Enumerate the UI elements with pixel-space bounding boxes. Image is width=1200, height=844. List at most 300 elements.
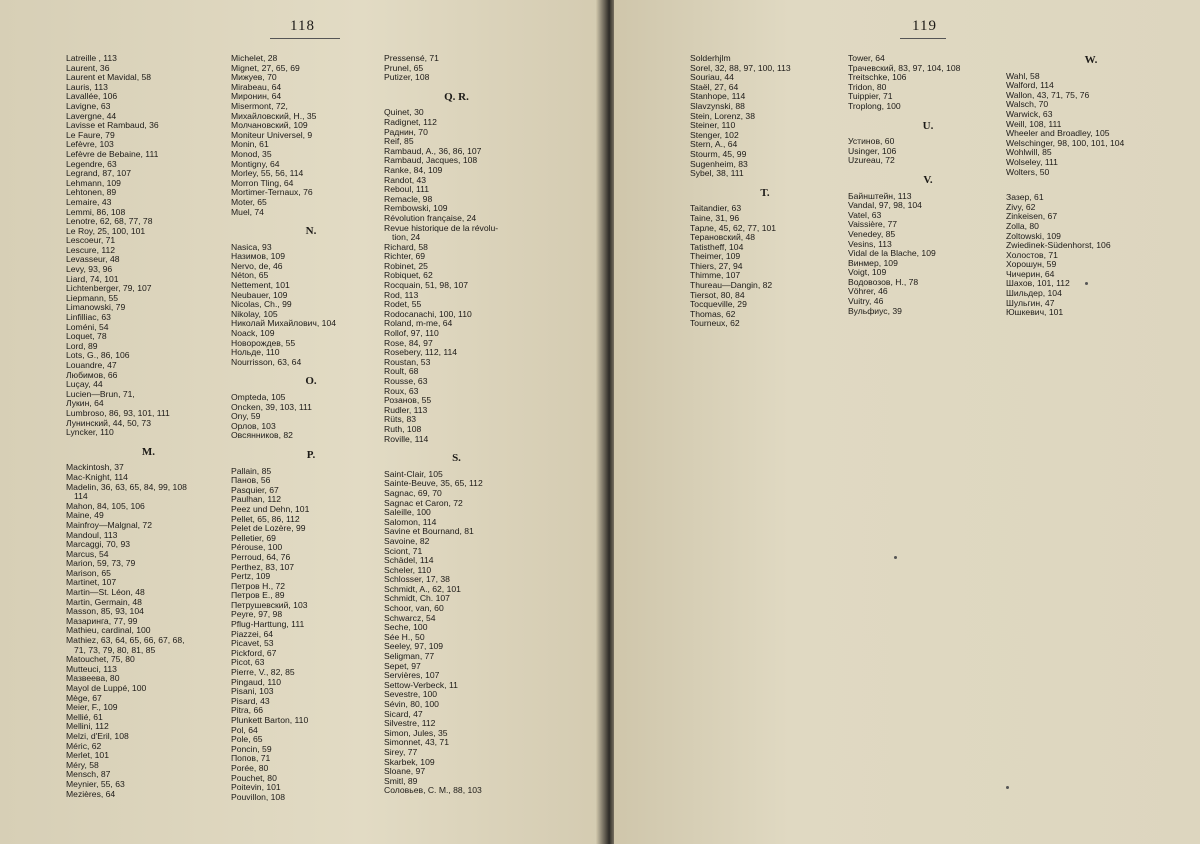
index-entry: Robinet, 25 xyxy=(384,260,428,271)
index-entry: Reboul, 111 xyxy=(384,184,430,195)
index-entry: Холостов, 71 xyxy=(1006,249,1058,260)
index-entry: Roville, 114 xyxy=(384,433,429,444)
index-entry: Levy, 93, 96 xyxy=(66,264,113,275)
index-entry: Marion, 59, 73, 79 xyxy=(66,558,136,569)
index-entry: Винмер, 109 xyxy=(848,257,898,268)
index-entry: Vidal de la Blache, 109 xyxy=(848,248,936,259)
index-entry: Мазаринга, 77, 99 xyxy=(66,615,138,626)
index-entry: Pickford, 67 xyxy=(231,647,277,658)
index-entry: Levasseur, 48 xyxy=(66,254,120,265)
index-entry: Richard, 58 xyxy=(384,241,428,252)
index-entry: Sirey, 77 xyxy=(384,746,418,757)
index-entry: Moniteur Universel, 9 xyxy=(231,129,313,140)
index-entry: Seche, 100 xyxy=(384,622,428,633)
index-entry: Lavigne, 63 xyxy=(66,100,111,111)
index-entry: Voigt, 109 xyxy=(848,267,887,278)
paper-speck xyxy=(1006,786,1009,789)
index-entry: Sagnac, 69, 70 xyxy=(384,487,442,498)
index-entry: Le Faure, 79 xyxy=(66,129,115,140)
index-entry: Moter, 65 xyxy=(231,196,267,207)
index-entry: Ruth, 108 xyxy=(384,423,422,434)
index-entry: Rambaud, A., 36, 86, 107 xyxy=(384,145,482,156)
index-entry: Méric, 62 xyxy=(66,740,102,751)
index-entry: Stein, Lorenz, 38 xyxy=(690,110,755,121)
index-entry: Reif, 85 xyxy=(384,136,414,147)
left-index-column-2 xyxy=(231,54,391,802)
index-entry: Lefèvre, 103 xyxy=(66,139,114,150)
index-entry: Шахов, 101, 112 xyxy=(1006,278,1070,289)
index-entry: Pole, 65 xyxy=(231,734,263,745)
index-entry: Петрушевский, 103 xyxy=(231,599,308,610)
index-entry: Loméni, 54 xyxy=(66,321,109,332)
section-letter-heading: Q. R. xyxy=(444,90,469,103)
index-entry: Roux, 63 xyxy=(384,385,419,396)
section-spacer xyxy=(1006,177,1176,193)
index-entry: Mutteuci, 113 xyxy=(66,663,117,674)
index-entry: Meynier, 55, 63 xyxy=(66,778,125,789)
index-entry: Schädel, 114 xyxy=(384,555,434,566)
index-entry: Pallain, 85 xyxy=(231,465,272,476)
index-entry: Шульгин, 47 xyxy=(1006,297,1055,308)
index-entry: Wolters, 50 xyxy=(1006,166,1050,177)
right-index-column-3 xyxy=(1006,54,1176,318)
index-entry: Misermont, 72, xyxy=(231,100,288,111)
index-entry: Uzureau, 72 xyxy=(848,155,895,166)
index-entry: Schlosser, 17, 38 xyxy=(384,574,450,585)
index-entry: Rembowski, 109 xyxy=(384,203,448,214)
index-entry: Monin, 61 xyxy=(231,139,269,150)
index-entry: Quinet, 30 xyxy=(384,107,424,118)
index-entry: Nikolay, 105 xyxy=(231,308,278,319)
left-header-rule xyxy=(270,38,340,39)
index-entry: Savine et Bournand, 81 xyxy=(384,526,474,537)
index-entry: Limanowski, 79 xyxy=(66,302,126,313)
index-entry: Mathieu, cardinal, 100 xyxy=(66,625,151,636)
index-entry: Servières, 107 xyxy=(384,670,440,681)
index-entry: Marison, 65 xyxy=(66,567,111,578)
left-index-column-3 xyxy=(384,54,529,796)
index-entry: Liard, 74, 101 xyxy=(66,273,119,284)
right-index-column-2 xyxy=(848,54,1008,316)
index-entry: Lemmi, 86, 108 xyxy=(66,206,126,217)
section-letter-heading: P. xyxy=(306,448,316,461)
left-page-number: 118 xyxy=(290,18,315,34)
index-entry: Nourrisson, 63, 64 xyxy=(231,356,302,367)
index-entry: Legendre, 63 xyxy=(66,158,117,169)
index-entry: Wahl, 58 xyxy=(1006,70,1040,81)
index-entry: Хорошун, 59 xyxy=(1006,259,1057,270)
left-index-column-1 xyxy=(66,54,231,799)
index-entry: Noack, 109 xyxy=(231,328,275,339)
index-entry: Warwick, 63 xyxy=(1006,108,1053,119)
index-entry: Раднин, 70 xyxy=(384,126,428,137)
index-entry: Mirabeau, 64 xyxy=(231,81,282,92)
index-entry: Vaissière, 77 xyxy=(848,219,898,230)
index-entry: Madelin, 36, 63, 65, 84, 99, 108 xyxy=(66,481,187,492)
index-entry: Louandre, 47 xyxy=(66,360,117,370)
section-letter-heading: M. xyxy=(141,445,156,458)
index-entry: Monod, 35 xyxy=(231,148,272,159)
index-entry: Mellini, 112 xyxy=(66,721,109,732)
index-entry: Mayol de Luppé, 100 xyxy=(66,683,147,693)
index-entry: Орлов, 103 xyxy=(231,420,276,431)
index-entry: Loquet, 78 xyxy=(66,331,107,342)
index-entry: Linfilliac, 63 xyxy=(66,312,111,323)
index-entry: Петров Е., 89 xyxy=(231,590,285,601)
section-letter-heading: S. xyxy=(452,452,461,465)
index-entry: Zinkeisen, 67 xyxy=(1006,211,1058,222)
index-entry: Tourneux, 62 xyxy=(690,318,740,329)
index-entry: Usinger, 106 xyxy=(848,145,897,156)
index-entry: Piazzei, 64 xyxy=(231,628,274,639)
index-entry: Pouvillon, 108 xyxy=(231,791,285,802)
index-entry: Lavergne, 44 xyxy=(66,110,117,121)
index-entry: Schwarcz, 54 xyxy=(384,612,436,623)
index-entry: Matouchet, 75, 80 xyxy=(66,654,135,665)
index-entry: Sicard, 47 xyxy=(384,708,423,719)
index-entry: Михайловский, Н., 35 xyxy=(231,110,317,121)
index-entry: Панов, 56 xyxy=(231,475,271,486)
index-entry: Peyre, 97, 98 xyxy=(231,609,283,620)
index-entry: Roult, 68 xyxy=(384,366,419,377)
index-entry: Устинов, 60 xyxy=(848,136,895,147)
index-entry: Revue historique de la révolu- xyxy=(384,222,499,233)
index-entry: Mahon, 84, 105, 106 xyxy=(66,500,145,511)
index-entry: Maine, 49 xyxy=(66,510,104,521)
index-entry: Lauris, 113 xyxy=(66,81,108,92)
index-entry: Pingaud, 110 xyxy=(231,676,282,687)
index-entry: Lyncker, 110 xyxy=(66,427,114,438)
index-entry: Prunel, 65 xyxy=(384,62,424,73)
index-entry: Lucien—Brun, 71, xyxy=(66,388,135,399)
index-entry: Wallon, 43, 71, 75, 76 xyxy=(1006,89,1090,100)
index-entry: Nasica, 93 xyxy=(231,241,272,252)
index-entry: Терановский, 48 xyxy=(690,232,756,243)
index-entry: Souriau, 44 xyxy=(690,72,734,83)
index-entry: Remacle, 98 xyxy=(384,193,433,204)
index-entry: Perroud, 64, 76 xyxy=(231,551,291,562)
right-page xyxy=(614,0,1200,844)
index-entry: Seligman, 77 xyxy=(384,651,435,662)
index-entry: Rousse, 63 xyxy=(384,376,428,386)
index-entry: Nicolas, Ch., 99 xyxy=(231,299,292,310)
index-entry: Pierre, V., 82, 85 xyxy=(231,667,295,678)
index-entry: Lichtenberger, 79, 107 xyxy=(66,283,152,294)
index-entry: Ranke, 84, 109 xyxy=(384,164,443,175)
index-entry: Водовозов, Н., 78 xyxy=(848,276,919,287)
index-entry: Лунинский, 44, 50, 73 xyxy=(66,417,151,428)
index-entry: tion, 24 xyxy=(392,232,421,243)
index-entry: Legrand, 87, 107 xyxy=(66,168,131,179)
index-entry: Zwiedinek-Südenhorst, 106 xyxy=(1006,240,1111,251)
index-entry: Taine, 31, 96 xyxy=(690,212,740,223)
index-entry: Picot, 63 xyxy=(231,657,265,668)
index-entry: Новорождев, 55 xyxy=(231,337,296,348)
index-entry: Розанов, 55 xyxy=(384,395,432,406)
index-entry: Sée H., 50 xyxy=(384,631,425,642)
index-entry: Юшкевич, 101 xyxy=(1006,307,1064,318)
index-entry: Merlet, 101 xyxy=(66,750,109,761)
index-entry: Lumbroso, 86, 93, 101, 111 xyxy=(66,407,170,418)
index-entry: Stourm, 45, 99 xyxy=(690,148,747,159)
index-entry: Lescoeur, 71 xyxy=(66,235,116,246)
index-entry: Sybel, 38, 111 xyxy=(690,168,744,179)
index-entry: Rudler, 113 xyxy=(384,404,428,415)
index-entry: Любимов, 66 xyxy=(66,369,118,380)
index-entry: Savoine, 82 xyxy=(384,535,430,546)
index-entry: Montigny, 64 xyxy=(231,158,280,169)
index-entry: Mège, 67 xyxy=(66,692,102,703)
index-entry: Миронин, 64 xyxy=(231,91,282,102)
index-entry: Putizer, 108 xyxy=(384,72,430,83)
index-entry: Pertz, 109 xyxy=(231,571,271,582)
index-entry: Lehtonen, 89 xyxy=(66,187,117,198)
index-entry: Scheler, 110 xyxy=(384,564,432,575)
index-entry: Wheeler and Broadley, 105 xyxy=(1006,128,1110,139)
index-entry: Трачевский, 83, 97, 104, 108 xyxy=(848,62,961,73)
index-entry: Mackintosh, 37 xyxy=(66,462,124,473)
index-entry: Stanhope, 114 xyxy=(690,91,746,102)
index-entry: Sloane, 97 xyxy=(384,766,426,777)
index-entry: Молчановский, 109 xyxy=(231,120,308,131)
index-entry: Poncin, 59 xyxy=(231,743,272,754)
index-entry: Mortimer-Ternaux, 76 xyxy=(231,187,313,198)
paper-speck xyxy=(1085,282,1088,285)
index-entry: Pelet de Lozère, 99 xyxy=(231,523,306,534)
index-entry: Mensch, 87 xyxy=(66,769,111,780)
index-entry: Seeley, 97, 109 xyxy=(384,641,444,652)
index-entry: Porée, 80 xyxy=(231,762,269,773)
index-entry: Radignet, 112 xyxy=(384,116,437,127)
section-letter-heading: O. xyxy=(305,375,317,388)
index-entry: Pressensé, 71 xyxy=(384,53,439,63)
index-entry: Méry, 58 xyxy=(66,759,99,770)
index-entry: Нольде, 110 xyxy=(231,347,280,358)
index-entry: Lemaire, 43 xyxy=(66,196,112,207)
index-entry: Ony, 59 xyxy=(231,411,261,422)
index-entry: Taitandier, 63 xyxy=(690,203,742,214)
index-entry: Marcus, 54 xyxy=(66,548,109,559)
index-entry: Roland, m-me, 64 xyxy=(384,318,453,329)
index-entry: Mandoul, 113 xyxy=(66,529,118,540)
index-entry: Nervo, de, 46 xyxy=(231,260,283,271)
index-entry: Vandal, 97, 98, 104 xyxy=(848,200,922,211)
index-entry: Treitschke, 106 xyxy=(848,72,907,83)
index-entry: Luçay, 44 xyxy=(66,379,103,390)
index-entry: Pitra, 66 xyxy=(231,705,264,716)
index-entry: Tridon, 80 xyxy=(848,81,887,92)
index-entry: Muel, 74 xyxy=(231,206,264,217)
index-entry: 114 xyxy=(74,491,88,502)
index-entry: Lord, 89 xyxy=(66,340,98,351)
index-entry: Pisani, 103 xyxy=(231,686,274,697)
index-entry: Weill, 108, 111 xyxy=(1006,118,1062,129)
index-entry: Pasquier, 67 xyxy=(231,484,279,495)
index-entry: Tuippier, 71 xyxy=(848,91,893,102)
index-entry: Plunkett Barton, 110 xyxy=(231,715,309,725)
index-entry: Lescure, 112 xyxy=(66,244,116,255)
index-entry: Morron Tling, 64 xyxy=(231,177,294,188)
index-entry: Vatel, 63 xyxy=(848,209,882,220)
right-header-rule xyxy=(900,38,946,39)
index-entry: Masson, 85, 93, 104 xyxy=(66,606,144,617)
right-index-column-1 xyxy=(690,54,840,329)
index-entry: Roustan, 53 xyxy=(384,356,431,367)
index-entry: Мазвеева, 80 xyxy=(66,673,120,684)
index-entry: Simon, Jules, 35 xyxy=(384,727,448,738)
index-entry: Rocquain, 51, 98, 107 xyxy=(384,280,469,291)
index-entry: Pisard, 43 xyxy=(231,695,270,706)
index-entry: Welschinger, 98, 100, 101, 104 xyxy=(1006,137,1125,148)
index-entry: Peez und Dehn, 101 xyxy=(231,503,310,514)
index-entry: Marcaggi, 70, 93 xyxy=(66,539,131,550)
index-entry: Thimme, 107 xyxy=(690,270,741,281)
index-entry: Steiner, 110 xyxy=(690,120,736,131)
index-entry: Wohlwill, 85 xyxy=(1006,147,1052,158)
index-entry: Néton, 65 xyxy=(231,270,269,281)
index-entry: Nettement, 101 xyxy=(231,280,290,291)
index-entry: Lenotre, 62, 68, 77, 78 xyxy=(66,216,153,227)
index-entry: Sepet, 97 xyxy=(384,660,421,671)
paper-speck xyxy=(894,556,897,559)
section-letter-heading: V. xyxy=(923,173,933,186)
index-entry: Walsch, 70 xyxy=(1006,99,1049,110)
section-letter-heading: W. xyxy=(1084,54,1098,66)
index-entry: Tocqueville, 29 xyxy=(690,299,747,310)
index-entry: Mathiez, 63, 64, 65, 66, 67, 68, xyxy=(66,635,185,646)
index-entry: Rollof, 97, 110 xyxy=(384,328,439,339)
index-entry: Richter, 69 xyxy=(384,251,426,262)
index-entry: Randot, 43 xyxy=(384,174,427,185)
index-entry: Martinet, 107 xyxy=(66,577,117,588)
index-entry: Вульфиус, 39 xyxy=(848,305,902,316)
index-entry: Le Roy, 25, 100, 101 xyxy=(66,225,146,236)
index-entry: Simonnet, 43, 71 xyxy=(384,737,449,748)
index-entry: Robiquet, 62 xyxy=(384,270,433,281)
index-entry: Vuitry, 46 xyxy=(848,296,884,307)
index-entry: Rüts, 83 xyxy=(384,414,417,425)
index-entry: Walford, 114 xyxy=(1006,80,1054,91)
index-entry: Schmidt, A., 62, 101 xyxy=(384,583,461,594)
index-entry: Pol, 64 xyxy=(231,724,258,735)
index-entry: Laurent et Mavidal, 58 xyxy=(66,72,152,83)
index-entry: Mellié, 61 xyxy=(66,711,103,722)
index-entry: Salomon, 114 xyxy=(384,516,437,527)
index-entry: Шильдер, 104 xyxy=(1006,288,1062,299)
index-entry: Theimer, 109 xyxy=(690,251,741,262)
index-entry: Melzi, d'Eril, 108 xyxy=(66,730,129,741)
index-entry: Соловьев, С. М., 88, 103 xyxy=(384,785,482,796)
index-entry: Vöhrer, 46 xyxy=(848,286,888,297)
index-entry: Rod, 113 xyxy=(384,289,419,300)
index-entry: Pérouse, 100 xyxy=(231,542,283,553)
index-entry: Picavet, 53 xyxy=(231,638,274,649)
index-entry: Pellet, 65, 86, 112 xyxy=(231,513,300,524)
index-entry: Sorel, 32, 88, 97, 100, 113 xyxy=(690,62,791,73)
index-entry: Staël, 27, 64 xyxy=(690,81,739,92)
index-entry: Poitevin, 101 xyxy=(231,782,281,793)
index-entry: Николай Михайлович, 104 xyxy=(231,318,337,329)
section-letter-heading: N. xyxy=(305,225,317,238)
index-entry: Pelletier, 69 xyxy=(231,532,276,543)
index-entry: Lavisse et Rambaud, 36 xyxy=(66,120,159,131)
index-entry: Thiers, 27, 94 xyxy=(690,260,743,271)
index-entry: Sciont, 71 xyxy=(384,545,423,556)
index-entry: Martin—St. Léon, 48 xyxy=(66,587,145,598)
index-entry: Perthez, 83, 107 xyxy=(231,561,295,572)
index-entry: Овсянников, 82 xyxy=(231,430,293,441)
index-entry: Morley, 55, 56, 114 xyxy=(231,168,304,179)
index-entry: Rose, 84, 97 xyxy=(384,337,433,348)
index-entry: Liepmann, 55 xyxy=(66,292,119,303)
index-entry: Sévin, 80, 100 xyxy=(384,699,439,709)
index-entry: Rosebery, 112, 114 xyxy=(384,347,458,358)
index-entry: Sainte-Beuve, 35, 65, 112 xyxy=(384,478,483,489)
index-entry: Pflug-Harttung, 111 xyxy=(231,619,305,630)
index-entry: Paulhan, 112 xyxy=(231,494,282,505)
index-entry: Martin, Germain, 48 xyxy=(66,596,142,607)
index-entry: Rodet, 55 xyxy=(384,299,422,310)
index-entry: Sugenheim, 83 xyxy=(690,158,748,169)
index-entry: Michelet, 28 xyxy=(231,53,278,63)
section-letter-heading: T. xyxy=(760,186,770,199)
index-entry: Lavallée, 106 xyxy=(66,91,118,102)
index-entry: Mainfroy—Malgnal, 72 xyxy=(66,519,152,530)
index-entry: Мижуев, 70 xyxy=(231,72,277,83)
index-entry: Latreille , 113 xyxy=(66,53,117,63)
index-entry: 71, 73, 79, 80, 81, 85 xyxy=(74,644,156,655)
index-entry: Чичерин, 64 xyxy=(1006,268,1055,279)
index-entry: Pouchet, 80 xyxy=(231,772,277,783)
index-entry: Wolseley, 111 xyxy=(1006,156,1058,167)
index-entry: Zivy, 62 xyxy=(1006,201,1036,212)
index-entry: Laurent, 36 xyxy=(66,62,110,73)
index-entry: Тарле, 45, 62, 77, 101 xyxy=(690,222,777,233)
index-entry: Байнштейн, 113 xyxy=(848,190,912,201)
index-entry: Lefèvre de Bebaine, 111 xyxy=(66,148,159,159)
index-entry: Mac-Knight, 114 xyxy=(66,471,128,482)
index-entry: Ompteda, 105 xyxy=(231,392,286,402)
index-entry: Петров Н., 72 xyxy=(231,580,286,591)
index-entry: Zoltowski, 109 xyxy=(1006,230,1061,241)
index-entry: Mezières, 64 xyxy=(66,788,116,799)
index-entry: Lots, G., 86, 106 xyxy=(66,350,130,361)
index-entry: Назимов, 109 xyxy=(231,251,285,262)
index-entry: Oncken, 39, 103, 111 xyxy=(231,401,312,412)
index-entry: Schmidt, Ch. 107 xyxy=(384,593,450,604)
index-entry: Settow-Verbeck, 11 xyxy=(384,679,458,690)
index-entry: Vesins, 113 xyxy=(848,238,892,249)
index-entry: Попов, 71 xyxy=(231,753,271,764)
index-entry: Rodocanachi, 100, 110 xyxy=(384,308,472,319)
index-entry: Schoor, van, 60 xyxy=(384,603,444,614)
index-entry: Stern, A., 64 xyxy=(690,139,738,150)
index-entry: Sevestre, 100 xyxy=(384,689,438,700)
index-entry: Mignet, 27, 65, 69 xyxy=(231,62,300,73)
index-entry: Troplong, 100 xyxy=(848,100,901,111)
section-letter-heading: U. xyxy=(922,119,934,132)
index-entry: Skarbek, 109 xyxy=(384,756,435,767)
index-entry: Révolution française, 24 xyxy=(384,212,477,223)
index-entry: Rambaud, Jacques, 108 xyxy=(384,155,478,166)
index-entry: Зазер, 61 xyxy=(1006,192,1044,203)
right-page-number: 119 xyxy=(912,18,937,34)
index-entry: Solderhjlm xyxy=(690,53,731,63)
index-entry: Tatistheff, 104 xyxy=(690,241,744,252)
index-entry: Zolla, 80 xyxy=(1006,220,1039,231)
index-entry: Slavzynski, 88 xyxy=(690,100,745,111)
index-entry: Tiersot, 80, 84 xyxy=(690,289,745,300)
